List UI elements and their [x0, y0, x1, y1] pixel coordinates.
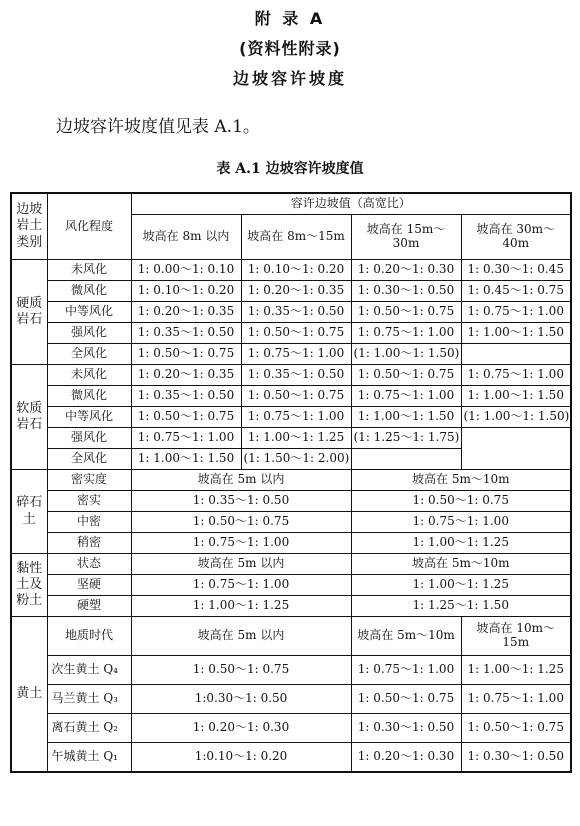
value-cell: 1: 1.00～1: 1.50: [351, 407, 461, 428]
value-cell: 1: 0.30～1: 0.50: [351, 714, 461, 743]
table-row: [11, 386, 571, 407]
grade-cell: 强风化: [47, 428, 131, 449]
empty-cell: [461, 344, 571, 365]
table-row: [11, 743, 571, 773]
grade-cell: 稍密: [47, 533, 131, 554]
header-category: 边坡岩土类别: [11, 193, 47, 260]
value-cell: 1: 1.00～1: 1.25: [351, 575, 571, 596]
empty-cell: [351, 449, 461, 470]
grade-cell: 微风化: [47, 281, 131, 302]
table-row: [11, 281, 571, 302]
value-cell: 1: 0.75～1: 1.00: [351, 386, 461, 407]
table-row: [11, 491, 571, 512]
value-cell: 1: 0.20～1: 0.30: [131, 714, 351, 743]
loess-height-2: 坡高在 5m～10m: [351, 617, 461, 656]
value-cell: 1: 0.75～1: 1.00: [351, 656, 461, 685]
value-cell: (1: 1.50～1: 2.00): [241, 449, 351, 470]
table-row: [11, 512, 571, 533]
grade-cell: 微风化: [47, 386, 131, 407]
table-caption: 表 A.1 边坡容许坡度值: [216, 161, 364, 177]
grade-cell: 未风化: [47, 260, 131, 281]
header-slope-group: 容许边坡值（高宽比）: [131, 193, 571, 215]
value-cell: 1: 0.50～1: 0.75: [351, 685, 461, 714]
clay-height-1: 坡高在 5m 以内: [131, 554, 351, 575]
grade-cell: 马兰黄土 Q₃: [47, 685, 131, 714]
table-row: [11, 365, 571, 386]
state-label: 状态: [47, 554, 131, 575]
gravel-height-1: 坡高在 5m 以内: [131, 470, 351, 491]
value-cell: 1: 0.50～1: 0.75: [351, 491, 571, 512]
value-cell: 1: 0.35～1: 0.50: [131, 491, 351, 512]
header-height: 坡高在 15m～30m: [351, 215, 461, 260]
value-cell: 1: 0.35～1: 0.50: [131, 323, 241, 344]
value-cell: 1: 0.50～1: 0.75: [351, 365, 461, 386]
value-cell: 1: 0.75～1: 1.00: [131, 533, 351, 554]
value-cell: 1: 0.20～1: 0.30: [351, 260, 461, 281]
appendix-title: 附 录 A: [254, 9, 326, 28]
appendix-subtitle: (资料性附录): [239, 39, 341, 58]
table-row: [11, 428, 571, 449]
category-soft-rock: 软质岩石: [11, 365, 47, 470]
grade-cell: 强风化: [47, 323, 131, 344]
value-cell: 1: 0.75～1: 1.00: [461, 685, 571, 714]
grade-cell: 全风化: [47, 449, 131, 470]
gravel-height-2: 坡高在 5m～10m: [351, 470, 571, 491]
geologic-age-label: 地质时代: [47, 617, 131, 656]
grade-cell: 中等风化: [47, 302, 131, 323]
value-cell: 1: 0.75～1: 1.00: [461, 365, 571, 386]
value-cell: 1: 1.25～1: 1.50: [351, 596, 571, 617]
section-title: 边坡容许坡度: [232, 69, 347, 88]
value-cell: (1: 1.00～1: 1.50): [461, 407, 571, 428]
value-cell: 1: 0.30～1: 0.50: [351, 281, 461, 302]
value-cell: 1: 0.50～1: 0.75: [131, 656, 351, 685]
header-height: 坡高在 8m 以内: [131, 215, 241, 260]
value-cell: 1: 0.50～1: 0.75: [131, 344, 241, 365]
density-label: 密实度: [47, 470, 131, 491]
header-height: 坡高在 30m～40m: [461, 215, 571, 260]
value-cell: 1: 0.50～1: 0.75: [461, 714, 571, 743]
value-cell: 1: 0.45～1: 0.75: [461, 281, 571, 302]
grade-cell: 全风化: [47, 344, 131, 365]
category-gravel: 碎石土: [11, 470, 47, 554]
grade-cell: 坚硬: [47, 575, 131, 596]
value-cell: 1: 0.20～1: 0.35: [131, 302, 241, 323]
table-subheader-row: [11, 470, 571, 491]
grade-cell: 密实: [47, 491, 131, 512]
value-cell: 1: 0.20～1: 0.35: [131, 365, 241, 386]
table-row: [11, 407, 571, 428]
value-cell: 1: 0.75～1: 1.00: [461, 302, 571, 323]
table-row: [11, 575, 571, 596]
value-cell: 1: 0.35～1: 0.50: [241, 365, 351, 386]
table-subheader-row: [11, 617, 571, 656]
value-cell: 1: 0.75～1: 1.00: [241, 344, 351, 365]
table-row: [11, 596, 571, 617]
value-cell: 1: 1.00～1: 1.50: [461, 386, 571, 407]
value-cell: 1: 1.00～1: 1.50: [461, 323, 571, 344]
value-cell: 1: 0.20～1: 0.35: [241, 281, 351, 302]
table-row: [11, 323, 571, 344]
value-cell: 1: 0.35～1: 0.50: [241, 302, 351, 323]
grade-cell: 硬塑: [47, 596, 131, 617]
value-cell: 1: 1.00～1: 1.25: [351, 533, 571, 554]
value-cell: 1:0.10～1: 0.20: [131, 743, 351, 773]
table-row: [11, 533, 571, 554]
value-cell: 1: 0.75～1: 1.00: [131, 428, 241, 449]
table-row: [11, 685, 571, 714]
value-cell: 1: 0.50～1: 0.75: [241, 386, 351, 407]
header-height: 坡高在 8m～15m: [241, 215, 351, 260]
value-cell: 1: 0.75～1: 1.00: [131, 575, 351, 596]
loess-height-1: 坡高在 5m 以内: [131, 617, 351, 656]
value-cell: 1: 0.50～1: 0.75: [131, 407, 241, 428]
table-row: [11, 656, 571, 685]
table-header-row: [11, 193, 571, 215]
value-cell: 1: 0.75～1: 1.00: [351, 323, 461, 344]
value-cell: (1: 1.00～1: 1.50): [351, 344, 461, 365]
value-cell: 1: 0.75～1: 1.00: [241, 407, 351, 428]
value-cell: 1: 0.50～1: 0.75: [351, 302, 461, 323]
category-hard-rock: 硬质岩石: [11, 260, 47, 365]
value-cell: 1: 0.30～1: 0.50: [461, 743, 571, 773]
category-loess: 黄土: [11, 617, 47, 773]
table-row: [11, 714, 571, 743]
slope-table: [10, 192, 572, 773]
grade-cell: 午城黄土 Q₁: [47, 743, 131, 773]
clay-height-2: 坡高在 5m～10m: [351, 554, 571, 575]
grade-cell: 中密: [47, 512, 131, 533]
value-cell: 1: 0.75～1: 1.00: [351, 512, 571, 533]
grade-cell: 次生黄土 Q₄: [47, 656, 131, 685]
header-weathering: 风化程度: [47, 193, 131, 260]
value-cell: 1: 0.30～1: 0.45: [461, 260, 571, 281]
value-cell: 1: 0.10～1: 0.20: [131, 281, 241, 302]
table-row: [11, 260, 571, 281]
value-cell: 1: 0.10～1: 0.20: [241, 260, 351, 281]
value-cell: 1: 0.00～1: 0.10: [131, 260, 241, 281]
grade-cell: 离石黄土 Q₂: [47, 714, 131, 743]
grade-cell: 中等风化: [47, 407, 131, 428]
value-cell: (1: 1.25～1: 1.75): [351, 428, 461, 449]
value-cell: 1: 0.35～1: 0.50: [131, 386, 241, 407]
table-subheader-row: [11, 554, 571, 575]
value-cell: 1: 1.00～1: 1.50: [131, 449, 241, 470]
table-row: [11, 302, 571, 323]
value-cell: 1:0.30～1: 0.50: [131, 685, 351, 714]
empty-cell: [461, 428, 571, 470]
grade-cell: 未风化: [47, 365, 131, 386]
value-cell: 1: 0.50～1: 0.75: [131, 512, 351, 533]
value-cell: 1: 1.00～1: 1.25: [241, 428, 351, 449]
loess-height-3: 坡高在 10m～15m: [461, 617, 571, 656]
value-cell: 1: 1.00～1: 1.25: [461, 656, 571, 685]
value-cell: 1: 1.00～1: 1.25: [131, 596, 351, 617]
value-cell: 1: 0.50～1: 0.75: [241, 323, 351, 344]
table-row: [11, 344, 571, 365]
category-clay: 黏性土及粉土: [11, 554, 47, 617]
intro-paragraph: 边坡容许坡度值见表 A.1。: [56, 117, 260, 137]
value-cell: 1: 0.20～1: 0.30: [351, 743, 461, 773]
